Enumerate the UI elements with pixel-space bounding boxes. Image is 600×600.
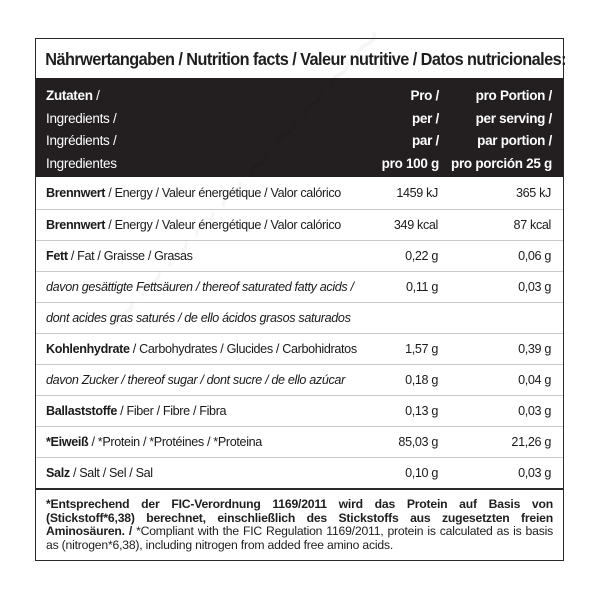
table-row-sugar bbox=[36, 364, 563, 395]
value-per-100g: 0,10 g bbox=[405, 466, 438, 480]
value-per-serving: 0,03 g bbox=[518, 466, 551, 480]
value-per-serving: 0,06 g bbox=[518, 249, 551, 263]
nutrient-name: davon gesättigte Fettsäuren / thereof saturated fatty acids / bbox=[46, 280, 354, 294]
nutrient-name: Fett / Fat / Graisse / Grasas bbox=[46, 249, 193, 263]
table-row-fiber bbox=[36, 395, 563, 426]
table-header bbox=[36, 78, 563, 177]
value-per-serving: 21,26 g bbox=[511, 435, 551, 449]
value-per-serving: 365 kJ bbox=[515, 186, 551, 200]
table-row-fat bbox=[36, 240, 563, 271]
nutrient-name: davon Zucker / thereof sugar / dont sucre / de ello azúcar bbox=[46, 373, 345, 387]
nutrient-name: Brennwert / Energy / Valeur énergétique / Valor calórico bbox=[46, 218, 341, 232]
nutrient-name: Ballaststoffe / Fiber / Fibre / Fibra bbox=[46, 404, 227, 418]
nutrient-name: Kohlenhydrate / Carbohydrates / Glucides / Carbohidratos bbox=[46, 342, 357, 356]
header-ingredients-en: Ingredients / bbox=[46, 110, 117, 126]
table-row-saturated-fat bbox=[36, 271, 563, 302]
table-row-salt bbox=[36, 457, 563, 488]
table-row-carbohydrates bbox=[36, 333, 563, 364]
nutrient-name: dont acides gras saturés / de ello ácidos grasos saturados bbox=[46, 311, 351, 325]
table-row-saturated-fat-cont bbox=[36, 302, 563, 333]
value-per-100g: 85,03 g bbox=[398, 435, 438, 449]
header-ingredients-es: Ingredientes bbox=[46, 155, 117, 171]
value-per-serving: 87 kcal bbox=[513, 218, 551, 232]
value-per-100g: 349 kcal bbox=[393, 218, 438, 232]
header-per-100g: Pro / per / par / pro 100 g bbox=[381, 88, 439, 171]
nutrient-name: Brennwert / Energy / Valeur énergétique / Valor calórico bbox=[46, 186, 341, 200]
footnote-german: *Entsprechend der FIC-Verordnung 1169/2011 wird das Protein auf Basis von (Stickstoff*6,38) berechnet, einschließlich des Stickstoffs aus zugesetzten freien Aminosäuren. / bbox=[46, 497, 553, 538]
nutrition-rows bbox=[36, 177, 563, 488]
value-per-100g: 0,13 g bbox=[405, 404, 438, 418]
nutrient-name: Salz / Salt / Sel / Sal bbox=[46, 466, 153, 480]
value-per-100g: 1,57 g bbox=[405, 342, 438, 356]
label-title: Nährwertangaben / Nutrition facts / Valeur nutritive / Datos nutricionales: bbox=[45, 49, 566, 69]
table-row-energy-kj bbox=[36, 177, 563, 209]
header-per-serving: pro Portion / per serving / par portion / pro porción 25 g bbox=[451, 88, 552, 171]
value-per-serving: 0,04 g bbox=[518, 373, 551, 387]
footnote-english: *Compliant with the FIC Regulation 1169/2011, protein is calculated as is basis as (nitrogen*6,38), including nitrogen from added free amino acids. bbox=[46, 524, 553, 552]
header-ingredients-de: Zutaten bbox=[46, 88, 93, 103]
value-per-serving: 0,39 g bbox=[518, 342, 551, 356]
value-per-100g: 0,22 g bbox=[405, 249, 438, 263]
value-per-serving: 0,03 g bbox=[518, 280, 551, 294]
value-per-serving: 0,03 g bbox=[518, 404, 551, 418]
table-row-protein bbox=[36, 426, 563, 457]
header-ingredients: Zutaten / Ingredients / Ingrédients / Ingredientes bbox=[46, 85, 117, 175]
nutrition-label bbox=[35, 38, 564, 561]
table-row-energy-kcal bbox=[36, 209, 563, 240]
value-per-100g: 0,18 g bbox=[405, 373, 438, 387]
header-ingredients-fr: Ingrédients / bbox=[46, 133, 117, 148]
value-per-100g: 0,11 g bbox=[406, 280, 438, 294]
nutrient-name: *Eiweiß / *Protein / *Protéines / *Proteina bbox=[46, 435, 262, 449]
value-per-100g: 1459 kJ bbox=[396, 186, 438, 200]
protein-footnote bbox=[36, 488, 563, 560]
